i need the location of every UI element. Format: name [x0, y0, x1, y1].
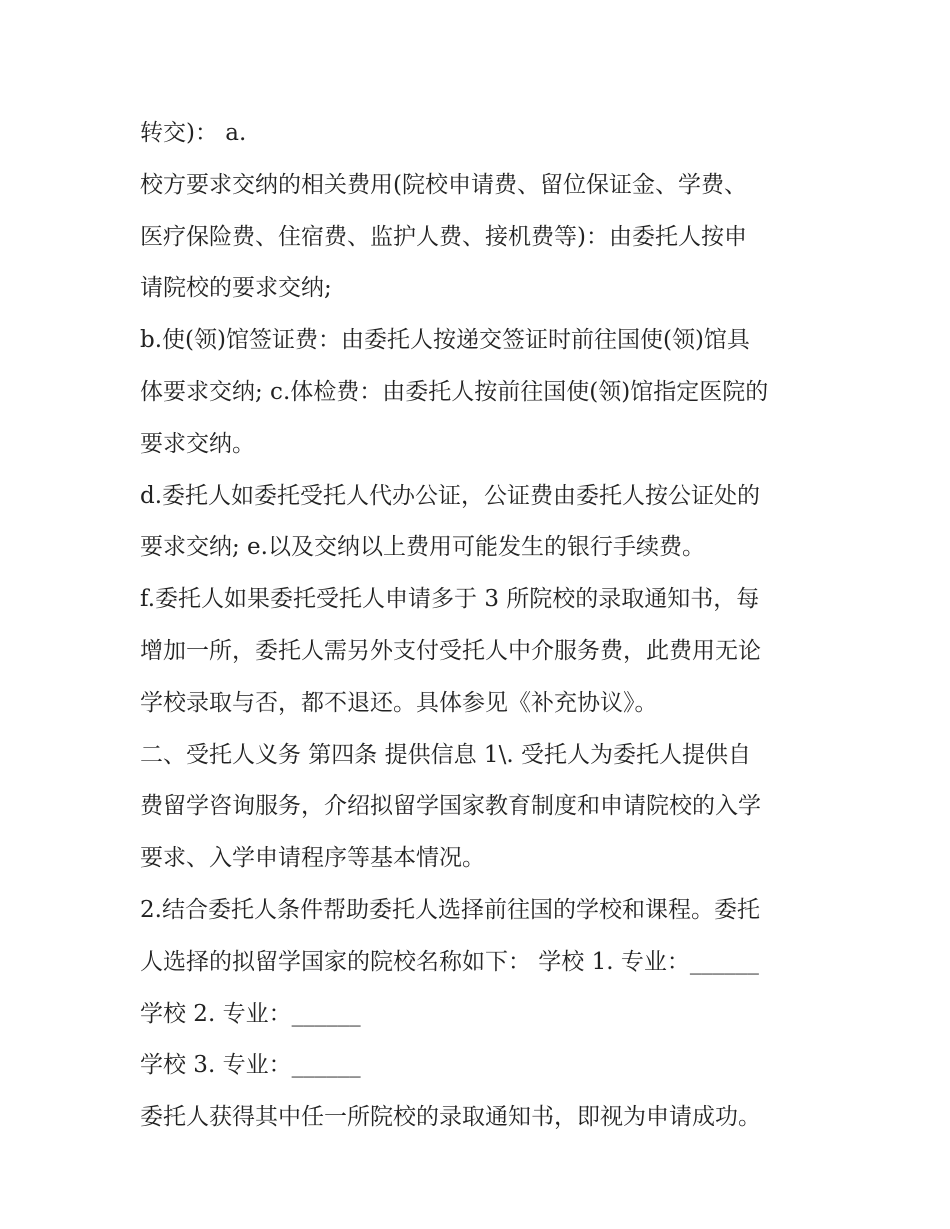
- text-line: 2.结合委托人条件帮助委托人选择前往国的学校和课程。委托: [140, 896, 760, 923]
- document-body: [140, 108, 820, 1144]
- text-line: 要求交纳; e.以及交纳以上费用可能发生的银行手续费。: [140, 534, 705, 561]
- text-line: 体要求交纳; c.体检费：由委托人按前往国使(领)馆指定医院的: [140, 378, 769, 405]
- text-line: 转交)： a.: [140, 120, 247, 146]
- text-line: b.使(领)馆签证费：由委托人按递交签证时前往国使(领)馆具: [140, 327, 750, 354]
- text-line: 二、受托人义务 第四条 提供信息 1\. 受托人为委托人提供自: [140, 741, 751, 768]
- text-line: 请院校的要求交纳;: [140, 275, 332, 302]
- text-line: 人选择的拟留学国家的院校名称如下： 学校 1. 专业：______: [140, 948, 759, 975]
- text-line: d.委托人如委托受托人代办公证，公证费由委托人按公证处的: [140, 482, 761, 509]
- text-line: 委托人获得其中任一所院校的录取通知书，即视为申请成功。: [140, 1104, 761, 1131]
- text-line: 学校 3. 专业：______: [140, 1052, 361, 1079]
- text-line: 增加一所，委托人需另外支付受托人中介服务费，此费用无论: [140, 637, 761, 664]
- text-line: f.委托人如果委托受托人申请多于 3 所院校的录取通知书，每: [140, 586, 760, 613]
- text-line: 要求、入学申请程序等基本情况。: [140, 845, 485, 872]
- text-line: 校方要求交纳的相关费用(院校申请费、留位保证金、学费、: [140, 171, 747, 198]
- text-line: 学校录取与否，都不退还。具体参见《补充协议》。: [140, 689, 658, 716]
- text-line: 学校 2. 专业：______: [140, 1000, 361, 1027]
- text-line: 要求交纳。: [140, 430, 255, 457]
- text-line: 费留学咨询服务，介绍拟留学国家教育制度和申请院校的入学: [140, 793, 761, 820]
- text-line: 医疗保险费、住宿费、监护人费、接机费等)：由委托人按申: [140, 223, 747, 250]
